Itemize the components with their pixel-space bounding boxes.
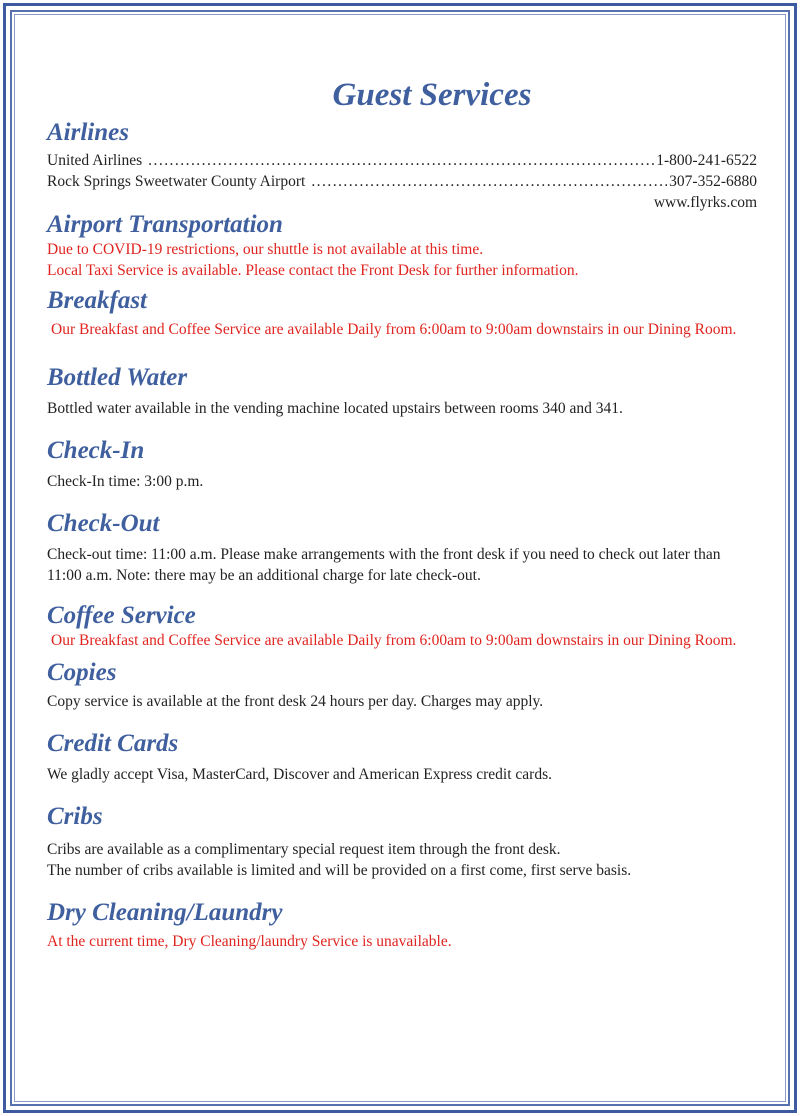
breakfast-text: Our Breakfast and Coffee Service are available Daily from 6:00am to 9:00am downstairs in our Dining Room. bbox=[51, 321, 737, 338]
airline-name: United Airlines bbox=[47, 152, 143, 169]
section-heading-copies: Copies bbox=[47, 659, 117, 686]
airline-row bbox=[47, 171, 757, 192]
check-in-text: Check-In time: 3:00 p.m. bbox=[47, 473, 204, 490]
airline-row bbox=[47, 150, 757, 171]
section-check-out bbox=[47, 510, 757, 586]
section-heading-airport-transportation: Airport Transportation bbox=[47, 211, 283, 238]
dot-leader bbox=[311, 171, 667, 192]
section-dry-cleaning bbox=[47, 899, 757, 952]
page-title: Guest Services bbox=[332, 77, 532, 113]
airline-name: Rock Springs Sweetwater County Airport bbox=[47, 173, 306, 190]
transportation-notice: Due to COVID-19 restrictions, our shuttle is not available at this time. bbox=[47, 241, 484, 258]
dry-cleaning-text: At the current time, Dry Cleaning/laundry Service is unavailable. bbox=[47, 933, 452, 950]
dot-leader bbox=[148, 150, 654, 171]
section-heading-credit-cards: Credit Cards bbox=[47, 730, 179, 757]
check-out-text: Check-out time: 11:00 a.m. Please make arrangements with the front desk if you need to check out later than 11:00 a.m. Note: there may be an additional charge for late check-out. bbox=[47, 546, 721, 584]
section-bottled-water bbox=[47, 364, 757, 419]
section-check-in bbox=[47, 437, 757, 492]
section-copies bbox=[47, 659, 757, 712]
section-heading-cribs: Cribs bbox=[47, 803, 103, 830]
airline-phone: 307-352-6880 bbox=[669, 173, 757, 190]
section-heading-check-out: Check-Out bbox=[47, 510, 160, 537]
section-airlines bbox=[47, 119, 757, 213]
section-heading-dry-cleaning: Dry Cleaning/Laundry bbox=[47, 899, 283, 926]
cribs-text: Cribs are available as a complimentary special request item through the front desk. bbox=[47, 841, 561, 858]
section-cribs bbox=[47, 803, 757, 881]
section-heading-breakfast: Breakfast bbox=[47, 287, 147, 314]
bottled-water-text: Bottled water available in the vending machine located upstairs between rooms 340 and 341. bbox=[47, 400, 623, 417]
airport-website: www.flyrks.com bbox=[653, 194, 757, 211]
coffee-service-text: Our Breakfast and Coffee Service are available Daily from 6:00am to 9:00am downstairs in our Dining Room. bbox=[51, 632, 737, 649]
section-heading-airlines: Airlines bbox=[47, 119, 129, 146]
page-content bbox=[47, 75, 757, 952]
airline-phone: 1-800-241-6522 bbox=[656, 152, 757, 169]
section-breakfast bbox=[47, 287, 757, 340]
section-credit-cards bbox=[47, 730, 757, 785]
section-heading-check-in: Check-In bbox=[47, 437, 145, 464]
copies-text: Copy service is available at the front desk 24 hours per day. Charges may apply. bbox=[47, 693, 544, 710]
section-heading-coffee-service: Coffee Service bbox=[47, 602, 196, 629]
section-heading-bottled-water: Bottled Water bbox=[47, 364, 188, 391]
cribs-availability-text: The number of cribs available is limited and will be provided on a first come, first serve basis. bbox=[47, 862, 632, 879]
section-coffee-service bbox=[47, 602, 757, 651]
credit-cards-text: We gladly accept Visa, MasterCard, Discover and American Express credit cards. bbox=[47, 766, 552, 783]
transportation-taxi-notice: Local Taxi Service is available. Please contact the Front Desk for further information. bbox=[47, 262, 579, 279]
section-airport-transportation bbox=[47, 211, 757, 281]
